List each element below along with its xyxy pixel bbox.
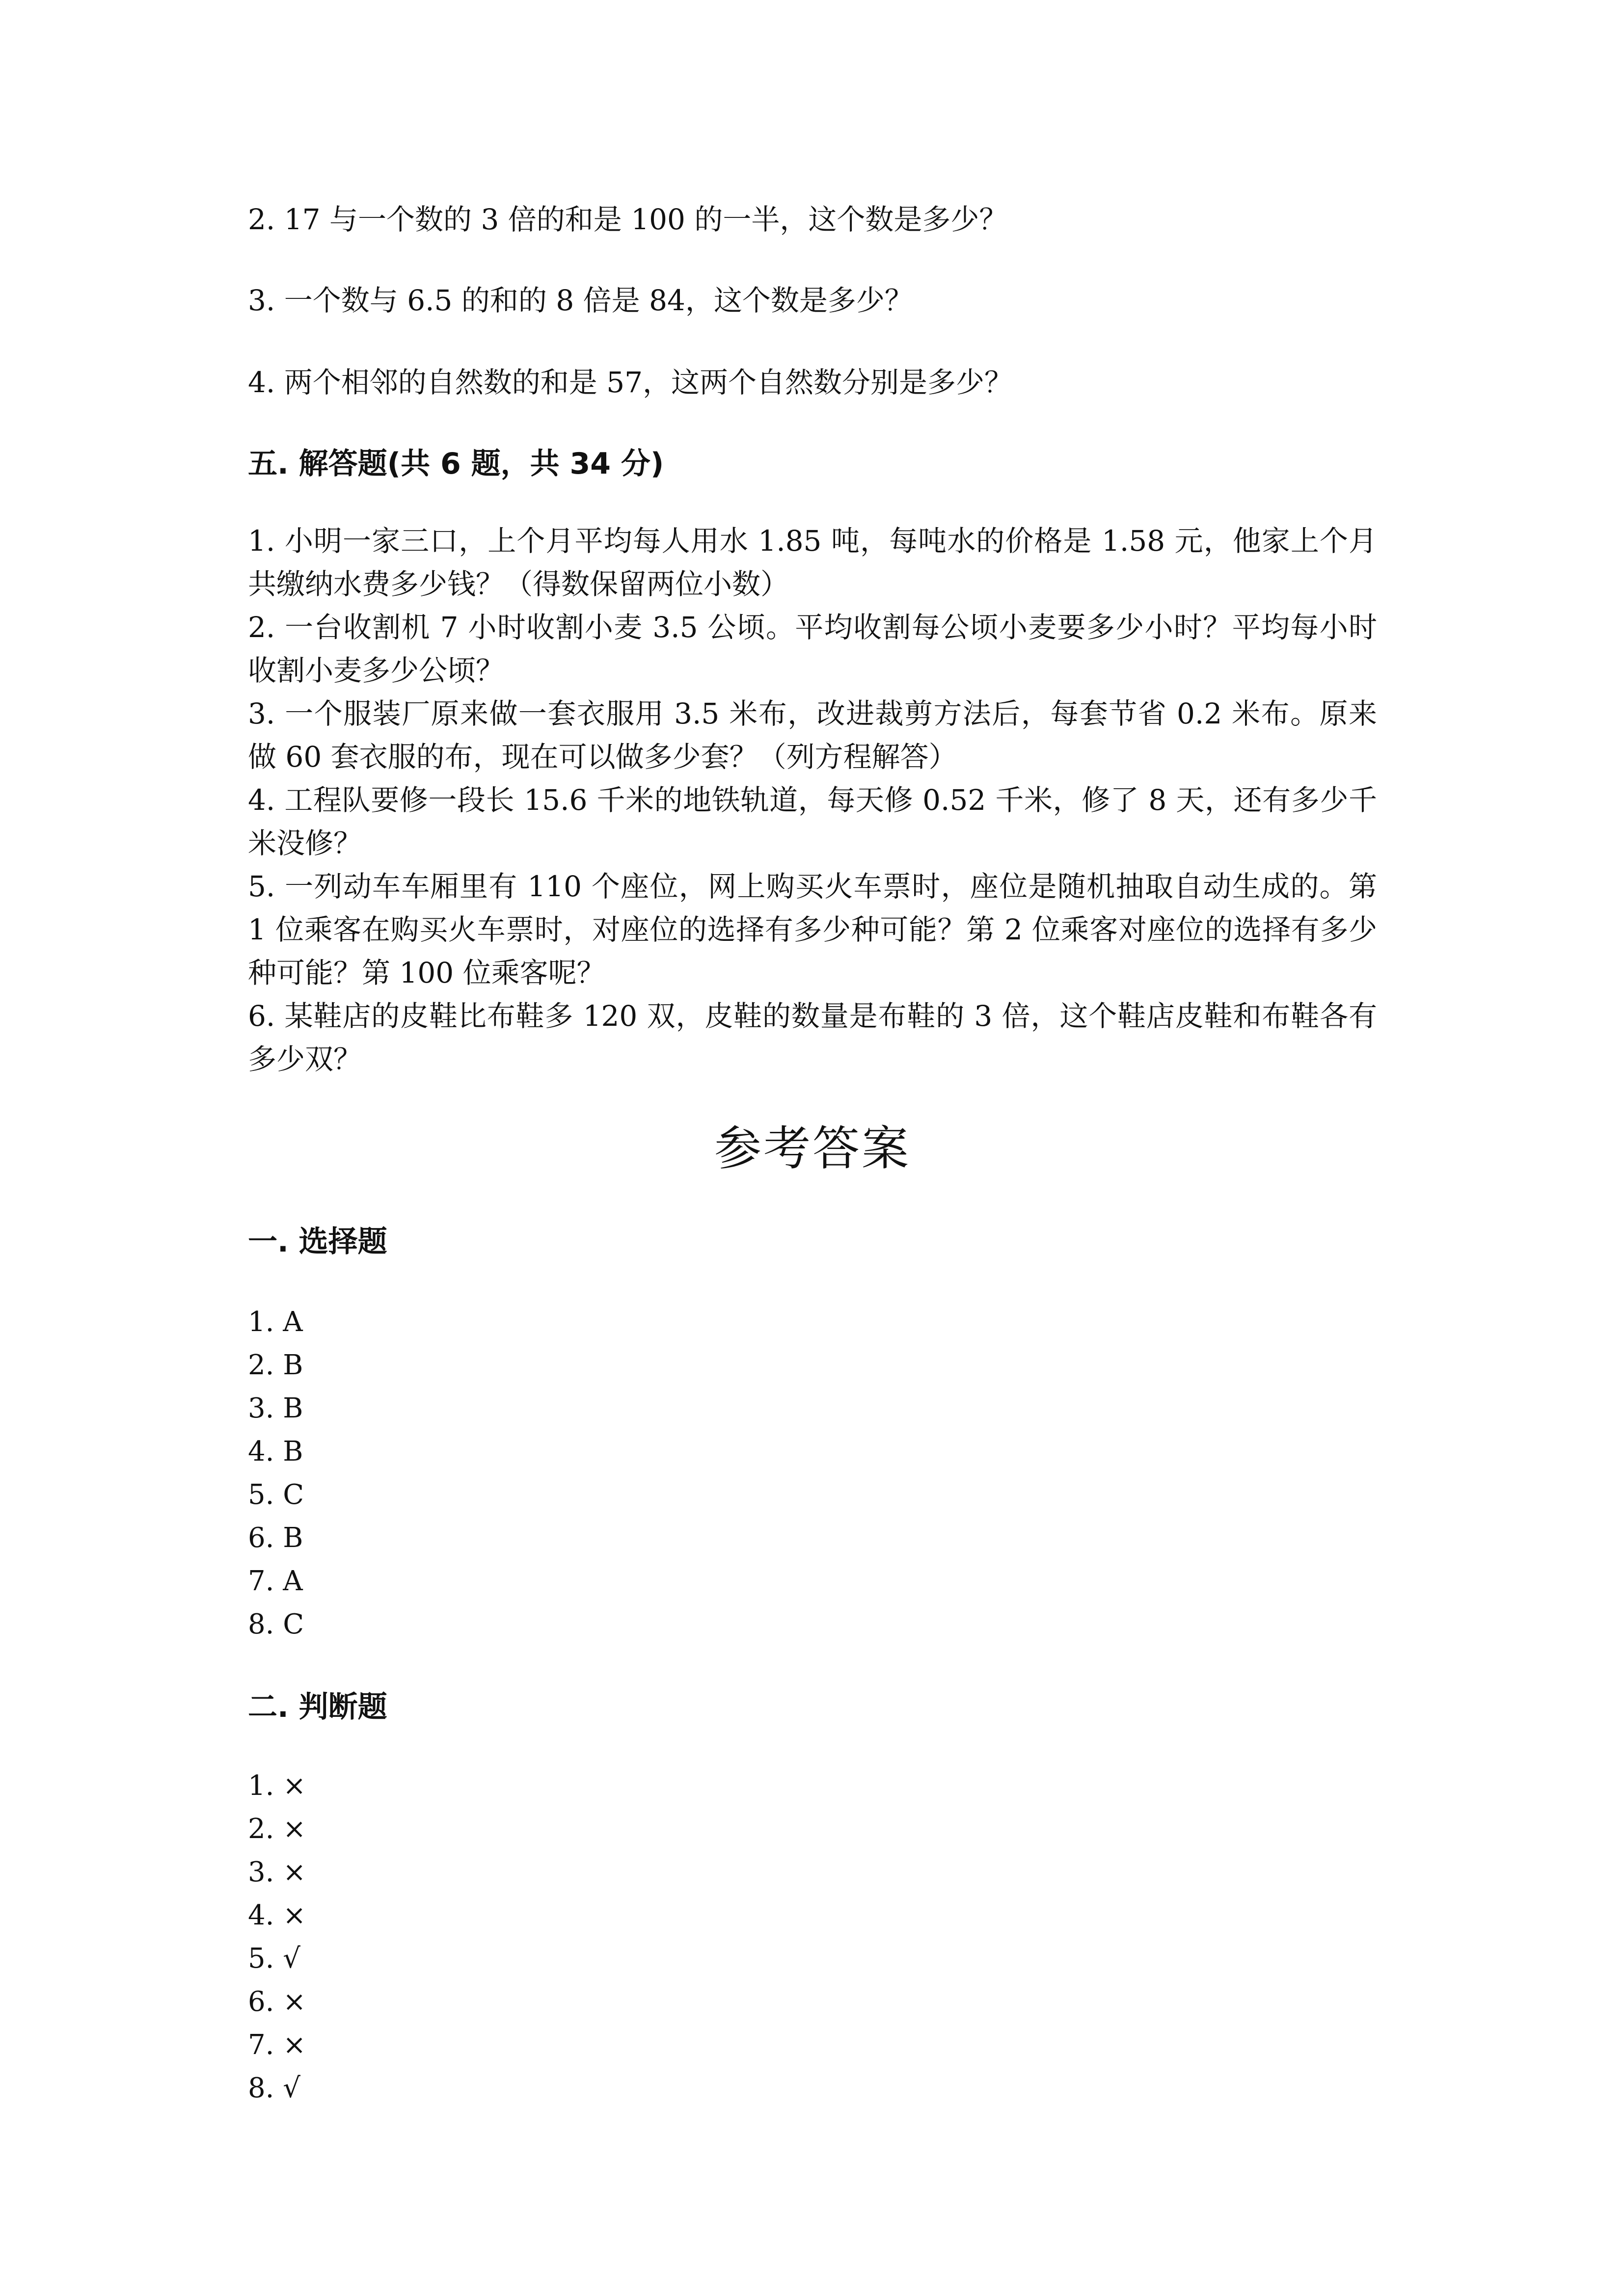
answer-item: 8. √	[248, 2072, 300, 2104]
answer-title: 参考答案	[714, 1121, 911, 1176]
section-two-answers	[248, 1764, 542, 2110]
answer-item: 5. C	[248, 1479, 304, 1511]
answer-item: 3. ×	[248, 1856, 306, 1888]
problem-6: 6. 某鞋店的皮鞋比布鞋多 120 双，皮鞋的数量是布鞋的 3 倍，这个鞋店皮鞋和布鞋各有多少双？	[248, 999, 1377, 1076]
answer-item: 7. ×	[248, 2029, 306, 2061]
answer-item: 2. B	[248, 1349, 303, 1381]
answer-item: 2. ×	[248, 1813, 306, 1845]
problem-4: 4. 工程队要修一段长 15.6 千米的地铁轨道，每天修 0.52 千米，修了 8 天，还有多少千米没修？	[248, 783, 1377, 860]
problem-2: 2. 一台收割机 7 小时收割小麦 3.5 公顷。平均收割每公顷小麦要多少小时？平均每小时收割小麦多少公顷？	[248, 611, 1377, 687]
problem-5: 5. 一列动车车厢里有 110 个座位，网上购买火车票时，座位是随机抽取自动生成的。第 1 位乘客在购买火车票时，对座位的选择有多少种可能？第 2 位乘客对座位的选择有多少种可能？第 100 位乘客呢？	[248, 870, 1377, 989]
answer-item: 4. B	[248, 1436, 303, 1468]
question-four-2: 2. 17 与一个数的 3 倍的和是 100 的一半，这个数是多少？	[248, 203, 1008, 236]
answer-item: 7. A	[248, 1565, 303, 1597]
section-two-heading: 二. 判断题	[248, 1690, 387, 1724]
section-one-heading: 一. 选择题	[248, 1225, 387, 1259]
answer-item: 8. C	[248, 1608, 304, 1640]
answer-item: 6. ×	[248, 1986, 306, 2018]
section-five-heading: 五. 解答题(共 6 题，共 34 分)	[248, 447, 664, 481]
section-five-problems	[248, 519, 1377, 1081]
answer-item: 6. B	[248, 1522, 303, 1554]
answer-item: 3. B	[248, 1392, 303, 1424]
question-four-3: 3. 一个数与 6.5 的和的 8 倍是 84，这个数是多少？	[248, 284, 913, 317]
question-four-4: 4. 两个相邻的自然数的和是 57，这两个自然数分别是多少？	[248, 366, 1013, 399]
answer-item: 5. √	[248, 1943, 300, 1975]
problem-1: 1. 小明一家三口，上个月平均每人用水 1.85 吨，每吨水的价格是 1.58 元，他家上个月共缴纳水费多少钱？（得数保留两位小数）	[248, 524, 1377, 601]
answer-item: 1. A	[248, 1306, 303, 1338]
problem-3: 3. 一个服装厂原来做一套衣服用 3.5 米布，改进裁剪方法后，每套节省 0.2 米布。原来做 60 套衣服的布，现在可以做多少套？（列方程解答）	[248, 697, 1377, 774]
answer-item: 1. ×	[248, 1770, 306, 1802]
section-one-answers	[248, 1301, 542, 1646]
answer-item: 4. ×	[248, 1899, 306, 1931]
